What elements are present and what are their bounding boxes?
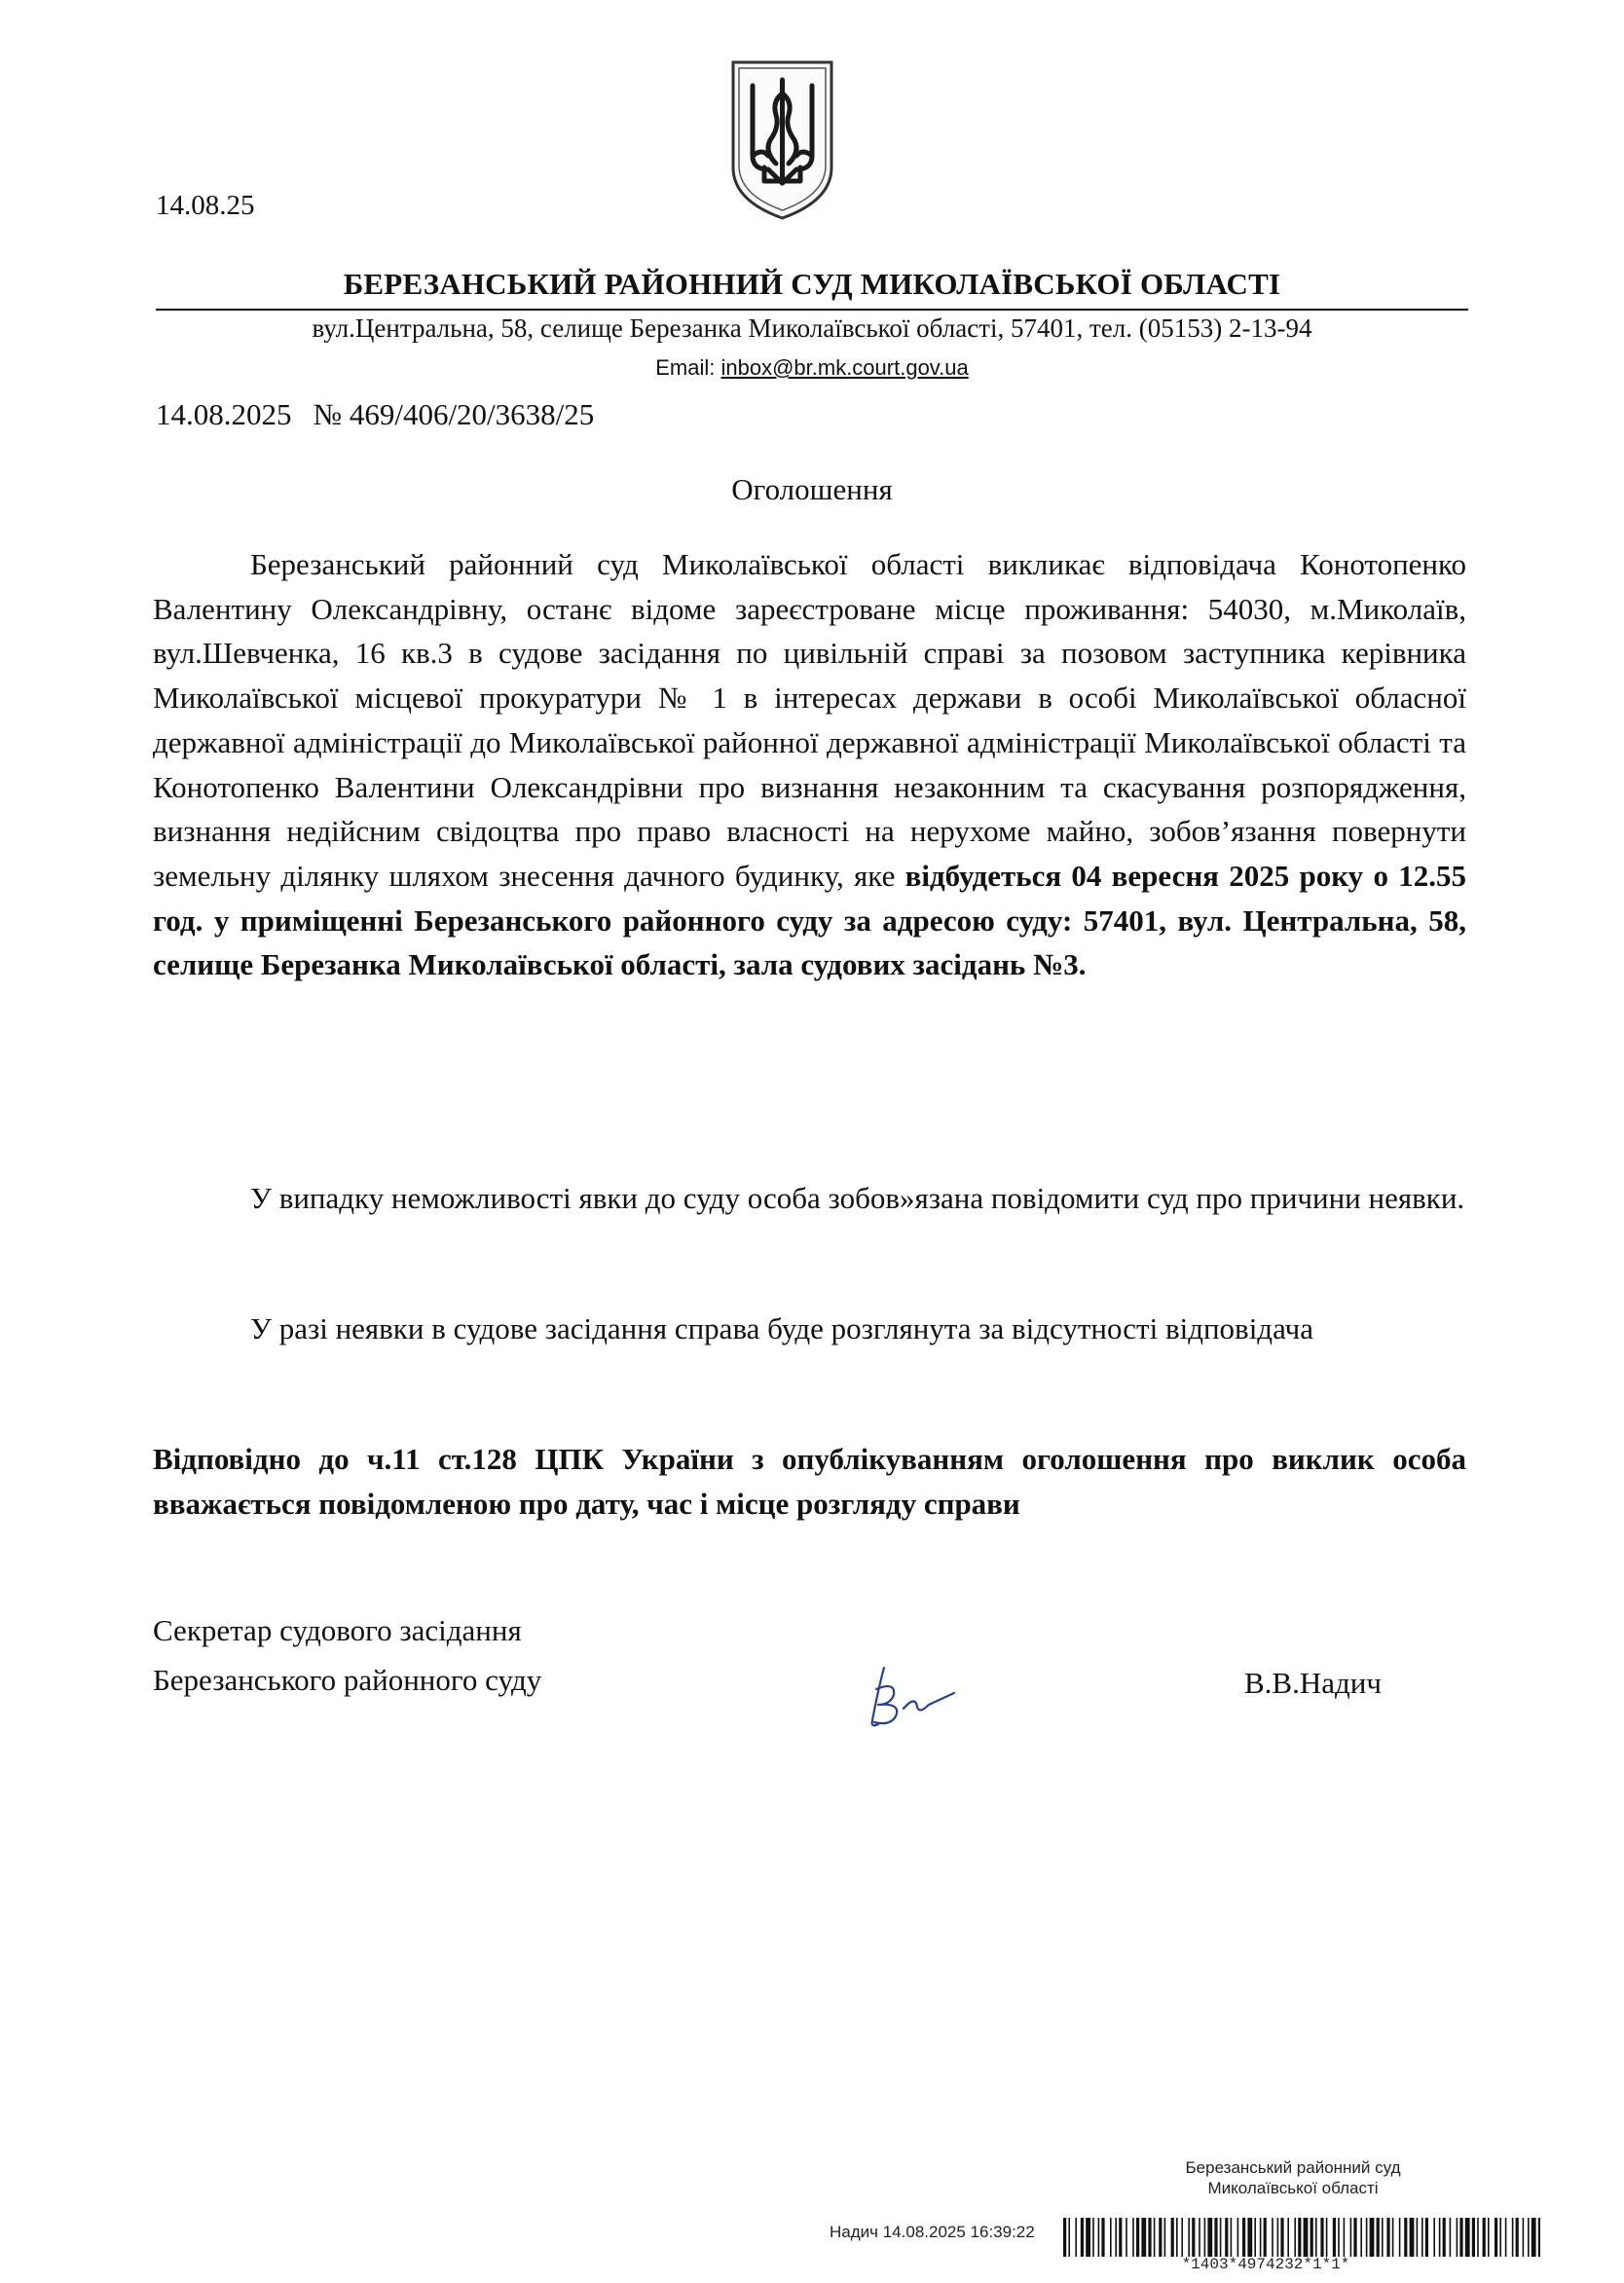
announcement-paragraph-default-hearing: У разі неявки в судове засідання справа буде розглянута за відсутності відповідача <box>250 1311 1313 1345</box>
email-link[interactable]: inbox@br.mk.court.gov.ua <box>720 355 969 380</box>
registration-stamp-meta: Надич 14.08.2025 16:39:22 <box>830 2223 1035 2241</box>
header-divider <box>156 309 1468 311</box>
document-date-short: 14.08.25 <box>156 190 255 221</box>
coat-of-arms-icon <box>727 58 837 222</box>
summons-text: Березанський районний суд Миколаївської області викликає відповідача Конотопенко Валентину Олександрівну, останє відоме зареєстроване місце проживання: 54030, м.Миколаїв, вул.Шевченка, 16 кв.3 в судове засідання по цивільній справі за позовом заступника керівника Миколаївської місцевої прокуратури № 1 в інтересах держави в особі Миколаївської обласної державної адміністрації до Миколаївської районної державної адміністрації Миколаївської області та Конотопенко Валентини Олександрівни про визнання незаконним та скасування розпорядження, визнання недійсним свідоцтва про право власності на нерухоме майно, зобов’язання повернути земельну ділянку шляхом знесення дачного будинку, яке <box>153 547 1466 893</box>
court-email-line <box>156 355 1468 381</box>
handwritten-signature <box>857 1660 964 1733</box>
registration-barcode <box>1063 2218 1540 2257</box>
announcement-legal-notice: Відповідно до ч.11 ст.128 ЦПК України з опублікуванням оголошення про виклик особа вважається повідомленою про дату, час і місце розгляду справи <box>153 1442 1466 1521</box>
court-address: вул.Центральна, 58, селище Березанка Миколаївської області, 57401, тел. (05153) 2-13-94 <box>312 313 1312 343</box>
email-label: Email: <box>655 355 721 380</box>
stamp-court-line2: Миколаївської області <box>1207 2179 1379 2197</box>
hearing-details: відбудеться 04 вересня 2025 року о 12.55 год. у приміщенні Березанського районного суду за адресою суду: 57401, вул. Центральна, 58, селище Березанка Миколаївської області, зала судових засідань №3. <box>153 858 1466 982</box>
outgoing-number: № 469/406/20/3638/25 <box>313 397 595 431</box>
announcement-paragraph-summons <box>153 542 1466 987</box>
outgoing-date: 14.08.2025 <box>156 397 292 431</box>
announcement-paragraph-absence-notice: У випадку неможливості явки до суду особа зобов»язана повідомити суд про причини неявки. <box>250 1181 1465 1215</box>
announcement-heading: Оголошення <box>731 472 893 506</box>
signer-name: В.В.Надич <box>1244 1666 1382 1700</box>
outgoing-reference <box>156 397 615 432</box>
signer-position-line1: Секретар судового засідання <box>153 1613 522 1647</box>
court-name: БЕРЕЗАНСЬКИЙ РАЙОННИЙ СУД МИКОЛАЇВСЬКОЇ ОБЛАСТІ <box>343 267 1281 301</box>
signer-position-line2: Березанського районного суду <box>153 1663 542 1697</box>
barcode-caption: *1403*4974232*1*1* <box>1181 2256 1350 2273</box>
stamp-court-line1: Березанський районний суд <box>1185 2158 1401 2177</box>
registration-stamp-court <box>1176 2157 1410 2198</box>
